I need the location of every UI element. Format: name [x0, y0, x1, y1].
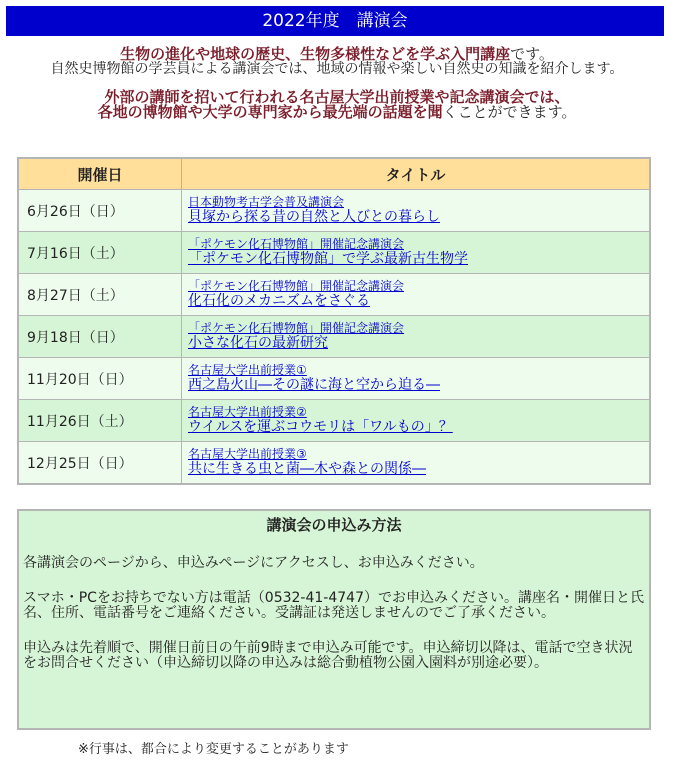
application-paragraph-1: 各講演会のページから、申込みページにアクセスし、お申込みください。 — [23, 555, 484, 571]
event-series-link[interactable]: 「ポケモン化石博物館」開催記念講演会 — [188, 279, 405, 293]
table-row — [18, 358, 650, 400]
event-date: 6月26日（日） — [18, 190, 182, 232]
event-title-cell — [182, 232, 651, 274]
event-series-link[interactable]: 名古屋大学出前授業③ — [188, 447, 307, 461]
event-series-link[interactable]: 日本動物考古学会普及講演会 — [188, 195, 345, 209]
event-title-link[interactable]: ウイルスを運ぶコウモリは「ワルもの」？ — [188, 419, 453, 435]
application-paragraph-3: 申込みは先着順で、開催日前日の午前9時まで申込み可能です。申込締切以降は、電話で空き状況をお問合せください（申込締切以降の申込みは総合動植物公園入園料が別途必要）。 — [23, 640, 633, 671]
event-date: 9月18日（日） — [18, 316, 182, 358]
application-title: 講演会の申込み方法 — [266, 516, 402, 534]
event-series-link[interactable]: 名古屋大学出前授業② — [188, 405, 307, 419]
event-series-link[interactable]: 「ポケモン化石博物館」開催記念講演会 — [188, 237, 405, 251]
page-title: 2022年度 講演会 — [262, 11, 408, 31]
footer-note: ※行事は、都合により変更することがあります — [78, 742, 349, 757]
page-header — [6, 6, 664, 36]
event-title-link[interactable]: 「ポケモン化石博物館」で学ぶ最新古生物学 — [188, 251, 468, 267]
column-header-title: タイトル — [182, 158, 651, 190]
event-title-cell — [182, 190, 651, 232]
table-header-row — [18, 158, 650, 190]
intro-line-4: 各地の博物館や大学の専門家から最先端の話題を聞くことができます。 — [97, 103, 577, 121]
table-row — [18, 316, 650, 358]
application-paragraph-2: スマホ・PCをお持ちでない方は電話（0532-41-4747）でお申込みください。講座名・開催日と氏名、住所、電話番号をご連絡ください。受講証は発送しませんのでご了承ください。 — [23, 590, 644, 621]
column-header-date: 開催日 — [18, 158, 182, 190]
event-title-cell — [182, 316, 651, 358]
event-date: 11月26日（土） — [18, 400, 182, 442]
event-date: 8月27日（土） — [18, 274, 182, 316]
event-date: 7月16日（土） — [18, 232, 182, 274]
table-row — [18, 274, 650, 316]
event-date: 12月25日（日） — [18, 442, 182, 485]
table-row — [18, 232, 650, 274]
event-title-link[interactable]: 化石化のメカニズムをさぐる — [188, 293, 370, 309]
table-row — [18, 190, 650, 232]
event-table — [17, 157, 651, 485]
event-title-cell — [182, 400, 651, 442]
table-row — [18, 442, 650, 485]
event-title-cell — [182, 274, 651, 316]
event-title-link[interactable]: 西之島火山―その謎に海と空から迫る― — [188, 377, 440, 393]
table-row — [18, 400, 650, 442]
event-title-cell — [182, 442, 651, 485]
event-title-link[interactable]: 共に生きる虫と菌―木や森との関係― — [188, 461, 426, 477]
event-series-link[interactable]: 「ポケモン化石博物館」開催記念講演会 — [188, 321, 405, 335]
intro-line-3: 外部の講師を招いて行われる名古屋大学出前授業や記念講演会では、 — [104, 88, 570, 106]
application-info-box — [17, 509, 651, 730]
event-title-cell — [182, 358, 651, 400]
event-title-link[interactable]: 貝塚から探る昔の自然と人びとの暮らし — [188, 209, 440, 225]
event-date: 11月20日（日） — [18, 358, 182, 400]
intro-text — [0, 47, 674, 120]
event-title-link[interactable]: 小さな化石の最新研究 — [188, 335, 328, 351]
event-series-link[interactable]: 名古屋大学出前授業① — [188, 363, 307, 377]
intro-line-2: 自然史博物館の学芸員による講演会では、地域の情報や楽しい自然史の知識を紹介します。 — [50, 61, 624, 77]
intro-line-1: 生物の進化や地球の歴史、生物多様性などを学ぶ入門講座です。 — [120, 45, 554, 63]
